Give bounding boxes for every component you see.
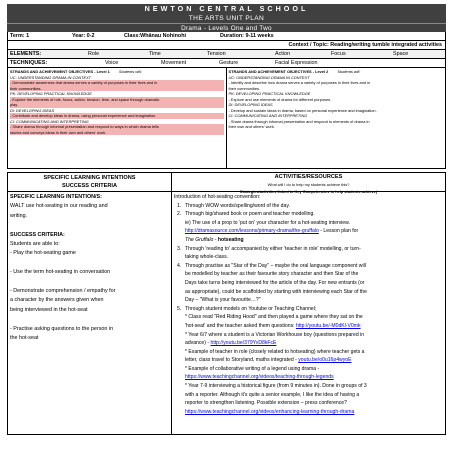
- strands-level-1: [8, 68, 227, 168]
- sc-heading: SUCCESS CRITERIA:: [10, 231, 65, 238]
- table-header: [7, 172, 446, 192]
- strand-objective-line: play.: [10, 102, 224, 108]
- learning-intentions-header: [8, 173, 172, 191]
- strand-objective-line: DI: DEVELOPING IDEAS: [228, 102, 273, 107]
- activities-header: [172, 173, 445, 194]
- sc-line: - Practise asking questions to the person in: [10, 325, 114, 332]
- strands-section: [7, 68, 446, 169]
- strands-level-1-title: STRANDS AND ACHIEVEMENT OBJECTIVES - Level 1: [10, 69, 110, 74]
- example-legend-link-line: [174, 373, 443, 382]
- strand-objective-line: their communities.: [10, 86, 224, 92]
- element-tension: Tension: [207, 51, 226, 57]
- table-body: [7, 192, 446, 435]
- context-row: [7, 41, 446, 50]
- step-2-detail: ie) The use of a prop to 'put on' your character for a hot-seating interview.: [185, 219, 350, 226]
- example-workhouse: * Year 6/7 where a student is a Victorian Workhouse boy (questions prepared in: [185, 331, 365, 338]
- class-value: Class:Whānau Nohinohi: [124, 33, 186, 39]
- enhancing-learning-video-link[interactable]: https://www.teachingchannel.org/videos/enhancing-learning-through-drama: [185, 408, 355, 415]
- example-legend: * Example of collaborative writing of a legend using drama -: [185, 365, 320, 372]
- hotseating-term: hotseating: [217, 236, 244, 243]
- step-text: Through student models on Youtube or Teaching Channel;: [185, 305, 317, 312]
- gruffalo-lesson-link[interactable]: http://dramasource.com/lessons/primary-drama/the-gruffalo: [185, 228, 319, 235]
- step-3-continued: taking whole-class.: [185, 254, 229, 261]
- activity-step-3: [174, 245, 443, 254]
- example-text: advance) -: [185, 340, 211, 347]
- example-workhouse-cont: [174, 339, 443, 348]
- strand-objective-line: PK: DEVELOPING PRACTICAL KNOWLEDGE: [10, 91, 92, 96]
- strand-objective-line: their own and others' work.: [228, 124, 275, 129]
- example-red-riding-hood-cont: [174, 322, 443, 331]
- sc-header-label: SUCCESS CRITERIA: [61, 183, 117, 189]
- header-banner: [7, 4, 446, 32]
- sc-line: - Use the term hot-seating in conversation: [10, 269, 111, 276]
- workhouse-video-link[interactable]: http://youtu.be/379YvD8kFcE: [210, 340, 277, 347]
- activities-column: [172, 192, 445, 434]
- strands-level-1-lines: [10, 75, 224, 136]
- strand-objective-line: - Explore and use elements of drama for different purposes.: [228, 96, 332, 102]
- example-historical: * Year 7-9 interviewing a historical figure (from 9 minutes in). Done in groups of 3: [185, 383, 367, 390]
- techniques-row: [7, 59, 446, 68]
- book-title: The Gruffalo: [185, 236, 214, 243]
- activities-strategies-note: Strategies/activities linked to Key Competencies to help students achieve): [239, 189, 378, 194]
- activity-step-4: [174, 262, 443, 271]
- step-4-line: Day – "What is your favourite…?": [185, 297, 261, 304]
- strands-level-1-note: Students will:: [118, 69, 142, 74]
- step-2-book-line: [174, 236, 443, 245]
- strand-objective-line: stories and conveys ideas in their own and others' work.: [10, 130, 224, 136]
- technique-facial-expression: Facial Expression: [275, 60, 318, 66]
- strand-objective-line: UC: UNDERSTANDING DRAMA IN CONTEXT: [228, 74, 310, 80]
- step-2-link-line: [174, 227, 443, 236]
- sli-header-label: SPECIFIC LEARNING INTENTIONS: [43, 175, 136, 181]
- strand-objective-line: their communities.: [228, 85, 261, 91]
- strand-objective-line: CI: COMMUNICATING AND INTERPRETING: [228, 113, 308, 118]
- step-4-line: as appropriate), could be scaffolded by starting with interviewing each Star of the: [185, 288, 367, 295]
- step-number: 4.: [177, 262, 182, 269]
- sli-heading: SPECIFIC LEARNING INTENTION/S:: [10, 194, 102, 200]
- step-number: 1.: [177, 202, 182, 209]
- sli-line: writing.: [10, 212, 28, 219]
- elements-row: [7, 50, 446, 59]
- context-topic: Context / Topic: Reading/writing tumble integrated activities: [288, 42, 442, 48]
- separator: -: [213, 236, 218, 243]
- activities-subheader: What will I do to help my students achieve this?: [267, 182, 350, 187]
- activity-step-5: [174, 305, 443, 314]
- strand-objective-line: DI: DEVELOPING IDEAS: [10, 107, 55, 113]
- step-text: Through practise as "Star of the Day" – maybe the oral language component will: [185, 262, 366, 269]
- step-number: 3.: [177, 245, 182, 252]
- red-riding-hood-video-link[interactable]: http://youtu.be/-M0dKl-V0mk: [295, 322, 361, 329]
- step-number: 2.: [177, 211, 182, 218]
- example-red-riding-hood: * Class read "Red Riding Hood" and then played a game where they sat on the: [185, 314, 363, 321]
- sc-line: - Demonstrate comprehension / empathy for: [10, 288, 116, 295]
- strand-objective-line: - Explore the elements of role, focus, action, tension, time, and space through dramatic: [10, 97, 224, 103]
- strand-objective-line: PK: DEVELOPING PRACTICAL KNOWLEDGE: [228, 91, 311, 96]
- strand-objective-line: - Demonstrate awareness that drama serves a variety of purposes in their lives and in: [10, 80, 224, 86]
- strand-objective-line: UC: UNDERSTANDING DRAMA IN CONTEXT: [10, 74, 92, 80]
- sc-line: the hot-seat: [10, 335, 39, 342]
- strands-level-2-lines: [229, 75, 444, 130]
- year-value: Year: 0-2: [72, 33, 95, 39]
- technique-gesture: Gesture: [219, 60, 239, 66]
- element-time: Time: [149, 51, 161, 57]
- term-row: [7, 32, 446, 41]
- technique-voice: Voice: [105, 60, 119, 66]
- example-text: 'hot-seat' and the teacher asked them questions:: [185, 322, 296, 329]
- unit-plan-page: [7, 4, 446, 448]
- sc-line: being interviewed in the hot-seat: [10, 306, 88, 313]
- sc-line: - Play the hot-seating game: [10, 250, 76, 257]
- duration-value: Duration: 9-11 weeks: [220, 33, 274, 39]
- strand-objective-line: - Identify and describe how drama serves a variety of purposes in their lives and in: [228, 80, 371, 85]
- technique-movement: Movement: [161, 60, 187, 66]
- term-value: Term: 1: [10, 33, 30, 39]
- example-teacher-in-role-cont: [174, 356, 443, 365]
- strand-objective-line: - Develop and sustain ideas in drama, based on personal experience and imagination.: [228, 107, 377, 113]
- strand-objective-line: - Contribute and develop ideas in drama, using personal experience and imagination.: [10, 113, 224, 119]
- strands-level-2-title: STRANDS AND ACHIEVEMENT OBJECTIVES - Level 2: [228, 69, 329, 74]
- step-4-line: be modelled by teacher as their favourite story character and then Star of the: [185, 271, 359, 278]
- techniques-label: TECHNIQUES:: [10, 60, 48, 66]
- storyland-video-link[interactable]: youtu.be/o0u16p4wyoE: [298, 357, 352, 364]
- step-text: Through big/shared book or poem and teacher modelling.: [185, 211, 315, 218]
- element-action: Action: [275, 51, 290, 57]
- level-title: Drama - Levels One and Two: [7, 23, 446, 32]
- strand-objective-line: - Share drama through informal presentation and respond to elements of drama in: [228, 118, 370, 124]
- activity-step-1: [174, 202, 443, 211]
- legends-video-link[interactable]: https://www.teachingchannel.org/videos/teaching-through-legends: [185, 374, 334, 381]
- learning-intentions-column: [8, 192, 172, 434]
- element-focus: Focus: [331, 51, 346, 57]
- element-space: Space: [393, 51, 409, 57]
- element-role: Role: [88, 51, 100, 57]
- step-4-line: Days take turns being interviewed for the article of the day. For new entrants (or: [185, 279, 365, 286]
- strand-objective-line: CI: COMMUNICATING AND INTERPRETING: [10, 118, 89, 124]
- example-historical-link-line: [174, 408, 443, 417]
- activities-header-label: ACTIVITIES/RESOURCES: [274, 174, 343, 180]
- activity-step-2: [174, 210, 443, 219]
- step-number: 5.: [177, 305, 182, 312]
- strand-objective-line: - Share drama through informal presentation and respond to ways in which drama tells: [10, 124, 224, 130]
- strands-level-2-note: Students will:: [337, 69, 361, 74]
- example-teacher-in-role: * Example of teacher in role (closely related to hotseating) where teacher gets a: [185, 348, 365, 355]
- sli-line: WALT use hot-seating in our reading and: [10, 203, 108, 210]
- school-name: NEWTON CENTRAL SCHOOL: [144, 4, 309, 13]
- plan-title: THE ARTS UNIT PLAN: [188, 15, 265, 22]
- step-text: Through 'reading to' accompanied by either 'teacher in role' modelling, or turn-: [185, 245, 361, 252]
- sc-intro: Students are able to:: [10, 241, 60, 248]
- step-text: Through WOW words/spelling/word of the day.: [185, 202, 290, 209]
- example-text: letter, class travel to Storyland, maths integrated -: [185, 357, 299, 364]
- example-historical-cont: with a reporter. Although it's quite a senior example, I like the idea of having a: [185, 391, 360, 398]
- elements-label: ELEMENTS:: [10, 51, 42, 57]
- sc-line: a character by the answers given when: [10, 297, 104, 304]
- activities-intro: Introduction of hot-seating convention:: [174, 194, 261, 200]
- example-historical-cont: reporter to strengthen listening. Possible extension – press conference?: [185, 400, 347, 407]
- strands-level-2: [227, 68, 446, 168]
- step-2-link-suffix: - Lesson plan for: [318, 228, 359, 235]
